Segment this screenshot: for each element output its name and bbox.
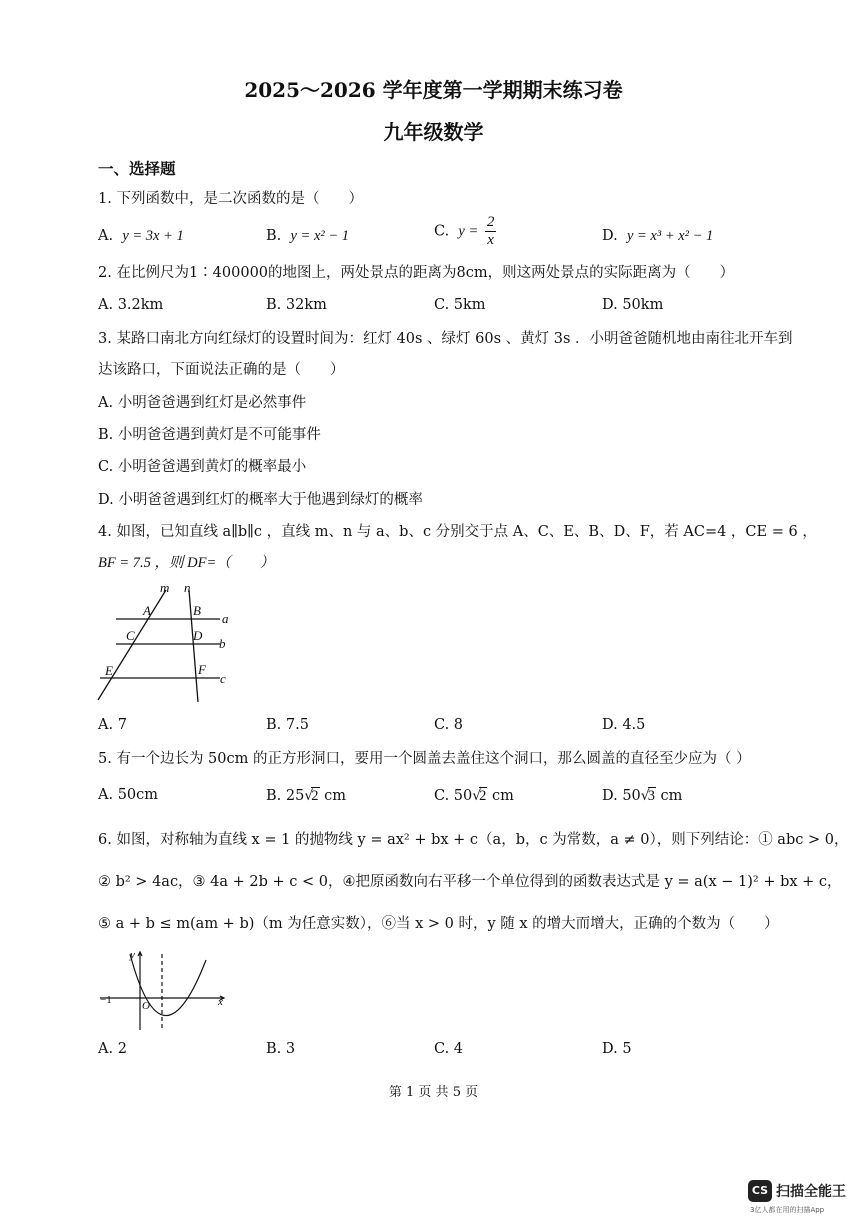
label-A: A	[143, 603, 151, 618]
fraction: $\frac{2}{x}$	[486, 214, 495, 248]
q6-line3: ⑤ a + b ≤ m(am + b)（m 为任意实数），⑥当 x > 0 时，y 随 x 的增大而增大，正确的个数为（ ）	[98, 916, 779, 932]
q2-option-a: A. 3.2km	[98, 297, 164, 313]
label-b: b	[219, 636, 226, 651]
q3-option-c: C. 小明爸爸遇到黄灯的概率最小	[98, 459, 307, 475]
q1-stem: 1. 下列函数中，是二次函数的是（ ）	[98, 191, 363, 207]
q5-stem: 5. 有一个边长为 50cm 的正方形洞口，要用一个圆盖去盖住这个洞口，那么圆盖的直径至少应为（ ）	[98, 751, 751, 767]
q6-option-a: A. 2	[98, 1041, 127, 1057]
q6-line2: ② b² > 4ac，③ 4a + 2b + c < 0，④把原函数向右平移一个单位得到的函数表达式是 y = a(x − 1)² + bx + c，	[98, 874, 842, 890]
q4-option-b: B. 7.5	[266, 717, 309, 733]
q5-option-c: C. 50√2 cm	[434, 788, 514, 804]
q4-stem-line1: 4. 如图，已知直线 a∥b∥c ，直线 m、n 与 a、b、c 分别交于点 A、C、E、B、D、F，若 AC=4 ，CE = 6 ，	[98, 524, 817, 540]
line-m	[98, 590, 166, 700]
q1-option-b: B. y = x² − 1	[266, 228, 350, 244]
q4-option-c: C. 8	[434, 717, 464, 733]
q6-option-c: C. 4	[434, 1041, 464, 1057]
q3-option-d: D. 小明爸爸遇到红灯的概率大于他遇到绿灯的概率	[98, 492, 423, 508]
label-c: c	[220, 671, 226, 686]
page-subtitle: 九年级数学	[383, 120, 484, 144]
label-C: C	[126, 628, 135, 643]
label-F: F	[198, 662, 206, 677]
watermark-subtitle: 3亿人都在用的扫描App	[750, 1206, 825, 1214]
label-E: E	[105, 663, 113, 678]
axis-label-x: x	[218, 996, 223, 1008]
origin-label: O	[142, 1000, 150, 1012]
q4-stem-line2: BF = 7.5 ，则 DF=（ ）	[98, 555, 275, 571]
q3-option-a: A. 小明爸爸遇到红灯是必然事件	[98, 395, 307, 411]
label-n: n	[184, 582, 191, 595]
parallel-lines-figure	[96, 582, 246, 704]
q1-option-c: C. y = $\frac{2}{x}$	[434, 214, 495, 248]
q5-option-a: A. 50cm	[98, 787, 159, 803]
parabola-figure	[96, 946, 230, 1032]
q6-option-b: B. 3	[266, 1041, 296, 1057]
section-heading: 一、选择题	[98, 159, 176, 178]
q3-stem-line1: 3. 某路口南北方向红绿灯的设置时间为：红灯 40s 、绿灯 60s 、黄灯 3s ．小明爸爸随机地由南往北开车到	[98, 331, 793, 347]
q4-option-a: A. 7	[98, 717, 127, 733]
q3-option-b: B. 小明爸爸遇到黄灯是不可能事件	[98, 427, 321, 443]
page-footer: 第 1 页 共 5 页	[388, 1085, 479, 1100]
label-B: B	[193, 603, 201, 618]
axis-label-y: y	[130, 949, 135, 961]
camscanner-logo: CS	[748, 1180, 772, 1202]
q5-option-d: D. 50√3 cm	[602, 788, 683, 804]
q6-option-d: D. 5	[602, 1041, 632, 1057]
q2-option-c: C. 5km	[434, 297, 486, 313]
label-a: a	[222, 611, 229, 626]
q2-option-d: D. 50km	[602, 297, 664, 313]
q1-option-a: A. y = 3x + 1	[98, 228, 184, 244]
q2-stem: 2. 在比例尺为1∶400000的地图上，两处景点的距离为8cm，则这两处景点的实际距离为（ ）	[98, 265, 735, 281]
minus-one-label: −1	[100, 994, 112, 1006]
page-title: 2025～2026 学年度第一学期期末练习卷	[244, 78, 623, 102]
q3-stem-line2: 达该路口，下面说法正确的是（ ）	[98, 362, 345, 378]
q6-line1: 6. 如图，对称轴为直线 x = 1 的抛物线 y = ax² + bx + c（a，b，c 为常数，a ≠ 0），则下列结论：① abc > 0，	[98, 832, 849, 848]
q5-option-b: B. 25√2 cm	[266, 788, 346, 804]
q4-option-d: D. 4.5	[602, 717, 646, 733]
q1-option-d: D. y = x³ + x² − 1	[602, 228, 714, 244]
label-D: D	[193, 628, 203, 643]
q2-option-b: B. 32km	[266, 297, 327, 313]
watermark-brand: 扫描全能王	[776, 1184, 846, 1200]
label-m: m	[160, 582, 170, 595]
